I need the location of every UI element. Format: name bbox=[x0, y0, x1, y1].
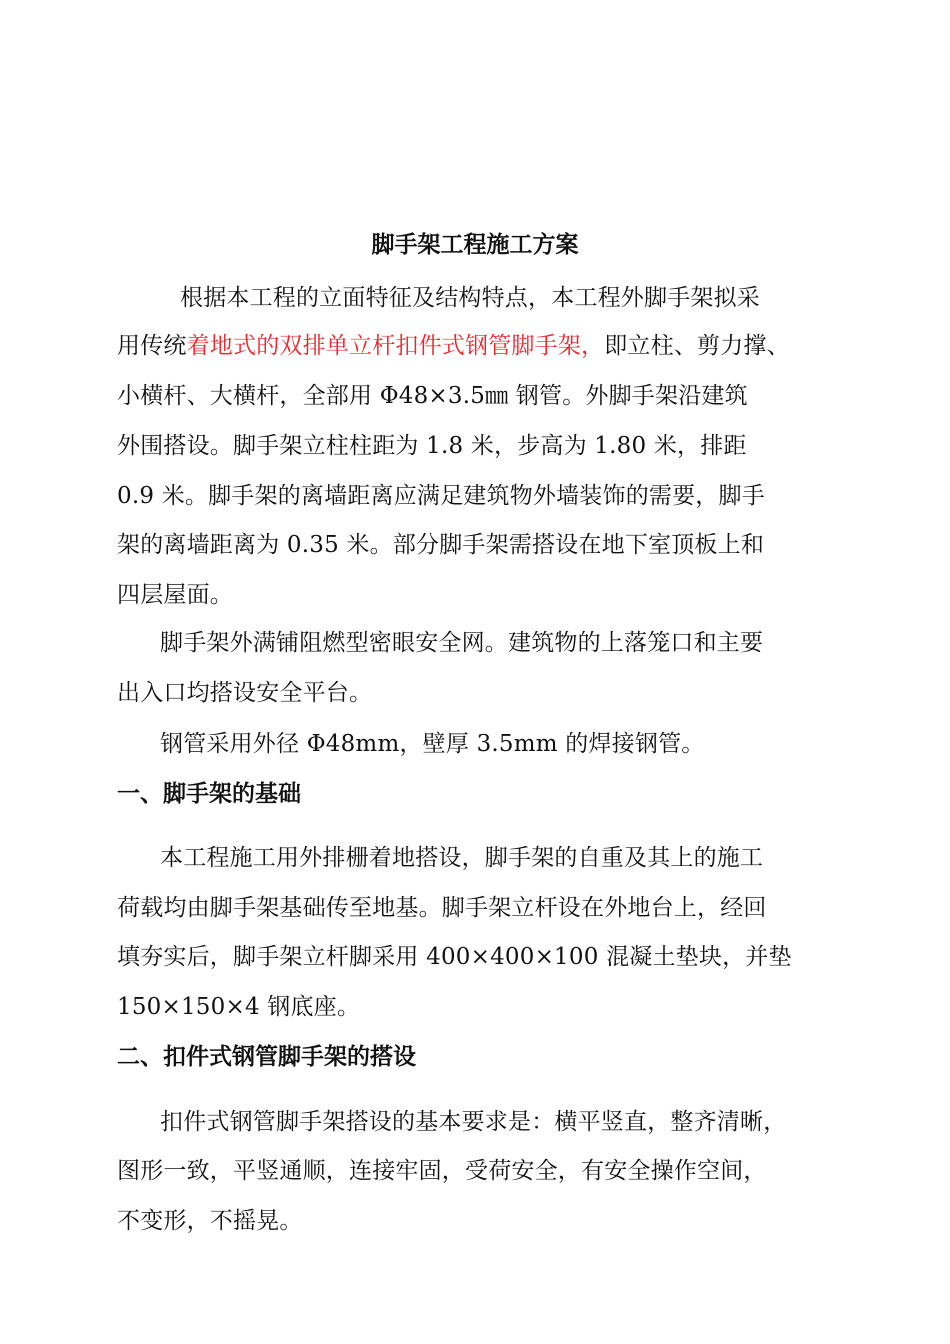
section-1-line-2: 荷载均由脚手架基础传至地基。脚手架立杆设在外地台上，经回 bbox=[117, 895, 767, 921]
section-1-line-1: 本工程施工用外排栅着地搭设，脚手架的自重及其上的施工 bbox=[160, 845, 764, 871]
intro-line-1: 根据本工程的立面特征及结构特点，本工程外脚手架拟采 bbox=[180, 285, 760, 311]
section-1-line-3: 填夯实后，脚手架立杆脚采用 400×400×100 混凝土垫块，并垫 bbox=[117, 944, 792, 970]
intro-line-6: 架的离墙距离为 0.35 米。部分脚手架需搭设在地下室顶板上和 bbox=[117, 532, 765, 558]
intro-line-2-end: 即立柱、剪力撑、 bbox=[604, 333, 790, 359]
section-2-heading: 二、扣件式钢管脚手架的搭设 bbox=[117, 1044, 416, 1070]
section-2-line-3: 不变形，不摇晃。 bbox=[117, 1208, 303, 1234]
section-2-line-2: 图形一致，平竖通顺，连接牢固，受荷安全，有安全操作空间， bbox=[117, 1158, 767, 1184]
intro-line-2-start: 用传统 bbox=[117, 333, 187, 359]
net-line-2: 出入口均搭设安全平台。 bbox=[117, 680, 373, 706]
section-1-line-4: 150×150×4 钢底座。 bbox=[117, 994, 361, 1020]
highlighted-scaffold-type: 着地式的双排单立杆扣件式钢管脚手架， bbox=[186, 333, 605, 359]
intro-line-3: 小横杆、大横杆，全部用 Φ48×3.5㎜ 钢管。外脚手架沿建筑 bbox=[117, 383, 748, 409]
pipe-spec-line: 钢管采用外径 Φ48mm，壁厚 3.5mm 的焊接钢管。 bbox=[160, 731, 705, 757]
intro-line-4: 外围搭设。脚手架立柱柱距为 1.8 米，步高为 1.80 米，排距 bbox=[117, 433, 747, 459]
net-line-1: 脚手架外满铺阻燃型密眼安全网。建筑物的上落笼口和主要 bbox=[160, 630, 764, 656]
intro-line-7: 四层屋面。 bbox=[117, 582, 233, 608]
intro-line-5: 0.9 米。脚手架的离墙距离应满足建筑物外墙装饰的需要，脚手 bbox=[117, 483, 765, 509]
intro-line-2 bbox=[117, 331, 790, 361]
section-1-heading: 一、脚手架的基础 bbox=[117, 781, 301, 807]
section-2-line-1: 扣件式钢管脚手架搭设的基本要求是：横平竖直，整齐清晰， bbox=[160, 1109, 787, 1135]
document-title: 脚手架工程施工方案 bbox=[371, 232, 579, 258]
